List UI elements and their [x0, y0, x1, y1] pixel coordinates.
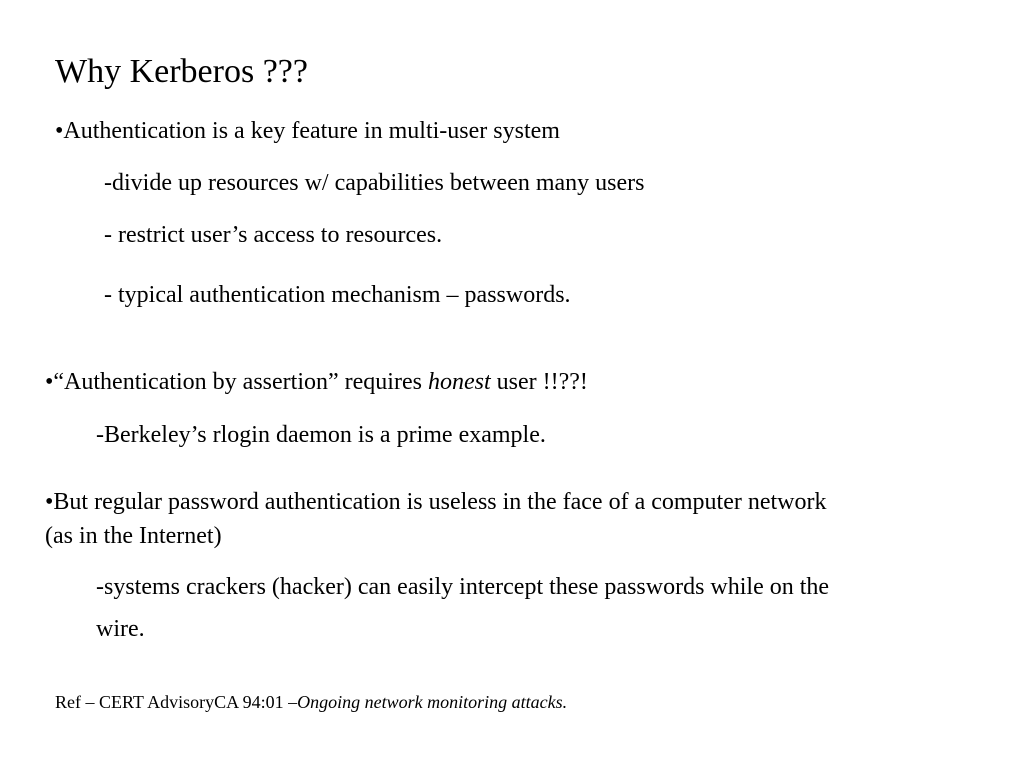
- reference-emphasis: Ongoing network monitoring attacks.: [297, 692, 568, 712]
- sub-bullet-typical-mechanism: - typical authentication mechanism – passwords.: [104, 282, 571, 308]
- sub-bullet-divide-resources: -divide up resources w/ capabilities between many users: [104, 170, 645, 196]
- sub-bullet-crackers-line1: -systems crackers (hacker) can easily intercept these passwords while on the: [96, 574, 830, 600]
- bullet-assertion-text-end: user !!??!: [490, 369, 588, 395]
- sub-bullet-crackers-line2: wire.: [96, 616, 145, 642]
- reference-note: [55, 693, 567, 711]
- bullet-assertion-text-start: •“Authentication by assertion” requires: [45, 369, 428, 395]
- sub-bullet-restrict-access: - restrict user’s access to resources.: [104, 222, 443, 248]
- slide-title: Why Kerberos ???: [55, 53, 308, 90]
- reference-text: Ref – CERT AdvisoryCA 94:01 –: [55, 692, 298, 712]
- bullet-authentication-by-assertion: [45, 370, 588, 394]
- bullet-assertion-emphasis: honest: [427, 369, 491, 395]
- bullet-password-useless-line1: •But regular password authentication is useless in the face of a computer network: [45, 489, 827, 515]
- bullet-authentication-key-feature: •Authentication is a key feature in multi-user system: [55, 118, 560, 144]
- sub-bullet-rlogin-example: -Berkeley’s rlogin daemon is a prime example.: [96, 422, 546, 448]
- bullet-password-useless-line2: (as in the Internet): [45, 523, 222, 549]
